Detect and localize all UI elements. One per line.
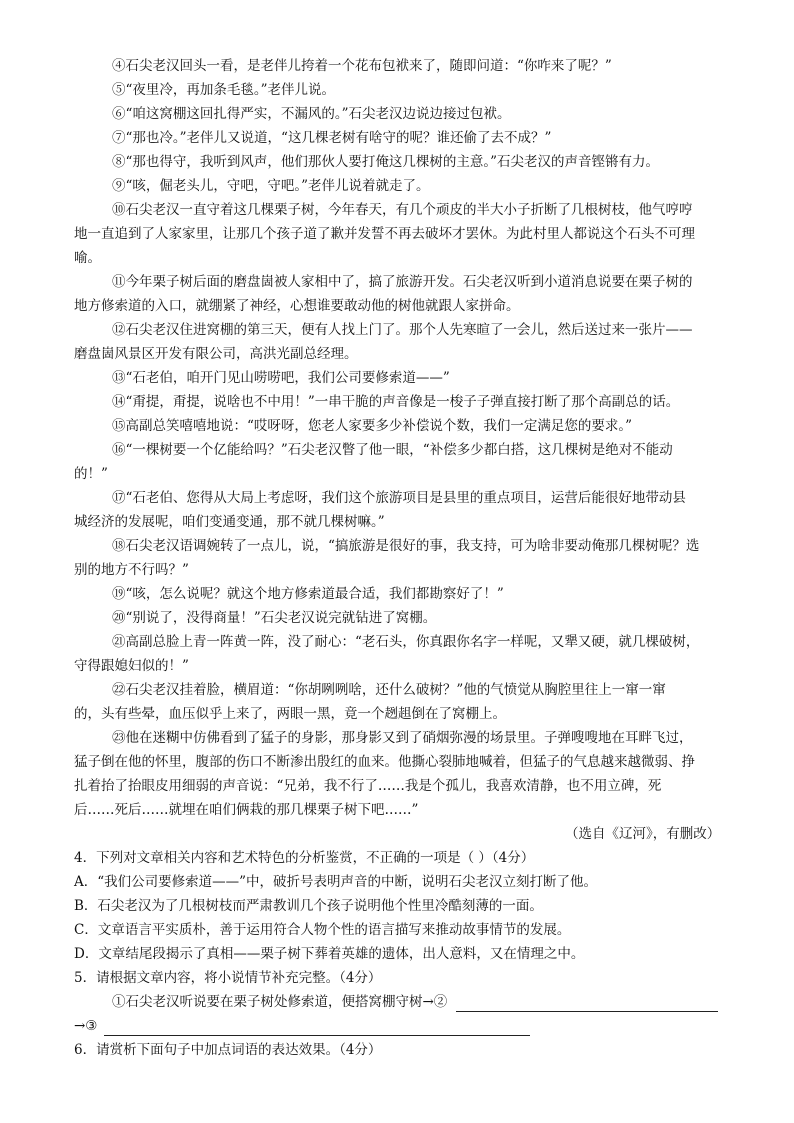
paragraph-17-line1: ⑰“石老伯、您得从大局上考虑呀，我们这个旅游项目是县里的重点项目，运营后能很好地带动县 bbox=[112, 490, 686, 506]
paragraph-9: ⑨“咳，倔老头儿，守吧，守吧。”老伴儿说着就走了。 bbox=[112, 178, 430, 194]
paragraph-22-line2: 的，头有些晕，血压似乎上来了，两眼一黑，竟一个趔趄倒在了窝棚上。 bbox=[74, 706, 506, 722]
paragraph-11-line2: 地方修索道的入口，就绷紧了神经，心想谁要敢动他的树他就跟人家拼命。 bbox=[74, 298, 520, 314]
question-5-plot-line1: ①石尖老汉听说要在栗子树处修索道，便搭窝棚守树→② bbox=[112, 994, 448, 1010]
paragraph-19: ⑲“咳，怎么说呢？就这个地方修索道最合适，我们都勘察好了！” bbox=[112, 586, 504, 602]
paragraph-12-line2: 磨盘崮风景区开发有限公司，高洪光副总经理。 bbox=[74, 346, 358, 362]
paragraph-15: ⑮高副总笑嘻嘻地说：“哎呀呀，您老人家要多少补偿说个数，我们一定满足您的要求。” bbox=[112, 418, 633, 434]
question-4: 4．下列对文章相关内容和艺术特色的分析鉴赏，不正确的一项是（ ）（4分） bbox=[74, 850, 535, 866]
paragraph-23-line2: 猛子倒在他的怀里，腹部的伤口不断渗出殷红的血来。他撕心裂肺地喊着，但猛子的气息越来越微弱、挣 bbox=[74, 754, 695, 770]
paragraph-20: ⑳“别说了，没得商量！”石尖老汉说完就钻进了窝棚。 bbox=[112, 610, 437, 626]
question-4-option-d: D．文章结尾段揭示了真相——栗子树下葬着英雄的遗体，出人意料，又在情理之中。 bbox=[74, 946, 585, 962]
source-note: （选自《辽河》，有删改） bbox=[565, 826, 721, 842]
paragraph-23-line3: 扎着抬了抬眼皮用细弱的声音说：“兄弟，我不行了……我是个孤儿，我喜欢清静，也不用立碑，死 bbox=[74, 778, 662, 794]
paragraph-16-line2: 的！” bbox=[74, 466, 108, 482]
paragraph-16-line1: ⑯“一棵树要一个亿能给吗？”石尖老汉瞥了他一眼，“补偿多少都白搭，这几棵树是绝对不能动 bbox=[112, 442, 673, 458]
paragraph-12-line1: ⑫石尖老汉住进窝棚的第三天，便有人找上门了。那个人先寒暄了一会儿，然后送过来一张片—— bbox=[112, 322, 693, 338]
paragraph-17-line2: 城经济的发展呢，咱们变通变通，那不就几棵树嘛。” bbox=[74, 514, 385, 530]
paragraph-14: ⑭“甭提，甭提，说啥也不中用！”一串干脆的声音像是一梭子子弹直接打断了那个高副总的话。 bbox=[112, 394, 680, 410]
paragraph-4: ④石尖老汉回头一看，是老伴儿挎着一个花布包袱来了，随即问道：“你咋来了呢？” bbox=[112, 58, 612, 74]
paragraph-11-line1: ⑪今年栗子树后面的磨盘崮被人家相中了，搞了旅游开发。石尖老汉听到小道消息说要在栗子树的 bbox=[112, 274, 693, 290]
paragraph-18-line2: 别的地方不行吗？” bbox=[74, 562, 189, 578]
paragraph-8: ⑧“那也得守，我听到风声，他们那伙人要打俺这几棵树的主意。”石尖老汉的声音铿锵有力。 bbox=[112, 154, 660, 170]
question-5-plot-line2: →③ bbox=[74, 1018, 98, 1034]
paragraph-18-line1: ⑱石尖老汉语调婉转了一点儿，说，“搞旅游是很好的事，我支持，可为啥非要动俺那几棵树呢？选 bbox=[112, 538, 700, 554]
paragraph-10-line3: 喻。 bbox=[74, 250, 101, 266]
paragraph-7: ⑦“那也冷。”老伴儿又说道，“这几棵老树有啥守的呢？谁还偷了去不成？” bbox=[112, 130, 552, 146]
question-5: 5．请根据文章内容，将小说情节补充完整。（4分） bbox=[74, 970, 382, 986]
paragraph-6: ⑥“咱这窝棚这回扎得严实，不漏风的。”石尖老汉边说边接过包袱。 bbox=[112, 106, 511, 122]
paragraph-10-line2: 地一直追到了人家家里，让那几个孩子道了歉并发誓不再去破坏才罢休。为此村里人都说这个石头不可理 bbox=[74, 226, 695, 242]
paragraph-5: ⑤“夜里冷，再加条毛毯。”老伴儿说。 bbox=[112, 82, 336, 98]
answer-blank-2[interactable] bbox=[456, 1011, 718, 1012]
paragraph-10-line1: ⑩石尖老汉一直守着这几棵栗子树，今年春天，有几个顽皮的半大小子折断了几根树枝，他气哼哼 bbox=[112, 202, 693, 218]
question-4-option-c: C．文章语言平实质朴，善于运用符合人物个性的语言描写来推动故事情节的发展。 bbox=[74, 922, 571, 938]
question-6: 6．请赏析下面句子中加点词语的表达效果。（4分） bbox=[74, 1042, 382, 1058]
paragraph-13: ⑬“石老伯，咱开门见山唠唠吧，我们公司要修索道——” bbox=[112, 370, 450, 386]
paragraph-23-line4: 后……死后……就埋在咱们俩栽的那几棵栗子树下吧……” bbox=[74, 802, 419, 818]
question-4-option-a: A．“我们公司要修索道——”中，破折号表明声音的中断，说明石尖老汉立刻打断了他。 bbox=[74, 874, 598, 890]
answer-blank-3[interactable] bbox=[104, 1035, 530, 1036]
paragraph-21-line1: ㉑高副总脸上青一阵黄一阵，没了耐心：“老石头，你真跟你名字一样呢，又犟又硬，就几棵破树， bbox=[112, 634, 700, 650]
paragraph-21-line2: 守得跟媳妇似的！” bbox=[74, 658, 189, 674]
question-4-option-b: B．石尖老汉为了几根树枝而严肃教训几个孩子说明他个性里冷酷刻薄的一面。 bbox=[74, 898, 543, 914]
paragraph-22-line1: ㉒石尖老汉挂着脸，横眉道：“你胡咧咧啥，还什么破树？”他的气愤觉从胸腔里往上一窜一窜 bbox=[112, 682, 666, 698]
paragraph-23-line1: ㉓他在迷糊中仿佛看到了猛子的身影，那身影又到了硝烟弥漫的场景里。子弹嗖嗖地在耳畔飞过， bbox=[112, 730, 693, 746]
